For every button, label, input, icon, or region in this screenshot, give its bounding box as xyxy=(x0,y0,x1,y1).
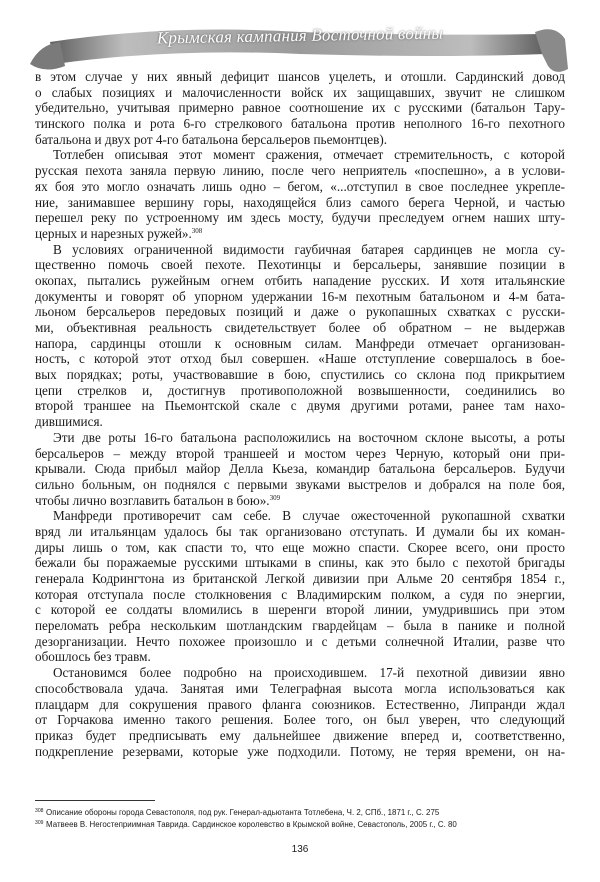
text-line xyxy=(35,414,565,430)
line-text: убедительно, учитывая примерно равное соотношение их с русскими (батальон Тару- xyxy=(35,100,565,116)
text-line xyxy=(35,524,565,540)
text-line xyxy=(35,634,565,650)
line-text: русская пехота заняла первую линию, после чего неприятель «поспешно», а в услови- xyxy=(35,163,565,179)
text-line xyxy=(35,697,565,713)
text-line xyxy=(35,681,565,697)
text-line xyxy=(35,351,565,367)
footnote-reference[interactable]: 308 xyxy=(191,226,203,235)
line-text: вых порядках; роты, участвовавшие в бою, спустились со склона под прикрытием xyxy=(35,367,565,383)
line-text: от Горчакова именно такого решения. Более того, он был уверен, что следующий xyxy=(35,712,565,728)
footnote-divider xyxy=(35,800,155,801)
line-text: Манфреди противоречит сам себе. В случае ожесточенной рукопашной схватки xyxy=(53,508,565,524)
paragraph xyxy=(35,665,565,759)
line-text: ми, объективная реальность свидетельствует более об обратном – не выдержав xyxy=(35,320,565,335)
text-line xyxy=(35,587,565,603)
text-line xyxy=(35,665,565,681)
text-line xyxy=(35,179,565,195)
text-line xyxy=(35,430,565,446)
line-text: цепи стрелков и, достигнув противоположной возвышенности, соединились во xyxy=(35,382,565,398)
line-text: крывали. Сюда прибыл майор Делла Кьеза, командир батальона берсальеров. Будучи xyxy=(35,461,565,477)
line-text: генерала Кодрингтона из британской Легкой дивизии при Альме 20 сентября 1854 г., xyxy=(35,571,565,586)
text-line xyxy=(35,540,565,556)
line-text: окопах, пытались ружейным огнем отбить нападение русских. И хотя итальянские xyxy=(35,272,565,288)
line-text: приказ будет предписывать ему дальнейшее движение вперед и, соответственно, xyxy=(35,727,565,743)
line-text: тинского полка и рота 6-го стрелкового батальона против неполного 16-го пехотного xyxy=(35,116,565,132)
line-text: Остановимся более подробно на происходившем. 17-й пехотной дивизии явно xyxy=(53,665,565,681)
text-line xyxy=(35,618,565,634)
line-text: церных и нарезных ружей». xyxy=(35,225,192,241)
text-line xyxy=(35,116,565,132)
text-line xyxy=(35,398,565,414)
line-text: диры лишь о том, как спасти то, что еще можно спасти. Скорее всего, они просто xyxy=(35,539,565,555)
line-text: ность, с которой этот отход был совершен. «Наше отступление совершалось в бое- xyxy=(35,351,565,367)
line-text: чтобы лично возглавить батальон в бою». xyxy=(35,492,270,508)
paragraph xyxy=(35,430,565,508)
line-text: ние, занимавшее вершину горы, находящейся близ самого берега Черной, и частью xyxy=(35,194,565,210)
text-line xyxy=(35,508,565,524)
line-text: льоном берсальеров передовых позиций и даже о рукопашных схватках с русски- xyxy=(35,304,565,320)
line-text: документы и говорят об упорном удержании 16-м пехотным батальоном и 4-м бата- xyxy=(35,288,565,304)
paragraph xyxy=(35,508,565,665)
text-line xyxy=(35,320,565,336)
footnote-text: Матвеев В. Негостеприимная Таврида. Сардинское королевство в Крымской войне, Севастополь, 2005 г., С. 80 xyxy=(46,819,457,829)
text-line xyxy=(35,163,565,179)
text-line xyxy=(35,461,565,477)
text-line xyxy=(35,477,565,493)
line-text: щественно помочь своей пехоте. Пехотинцы и берсальеры, занявшие позиции в xyxy=(35,257,565,273)
line-text: дившимися. xyxy=(35,414,103,430)
line-text: способствовала удача. Занятая ими Телеграфная высота могла использоваться как xyxy=(35,680,565,696)
line-text: переломать ребра нескольким шотландским гвардейцам – была в панике и полной xyxy=(35,618,565,634)
paragraph xyxy=(35,69,565,147)
line-text: сильно больным, он поднялся с первыми звуками выстрелов и добрался на поле боя, xyxy=(35,476,565,492)
line-text: которая отступала после столкновения с Владимирским полком, а судя по энергии, xyxy=(35,586,565,602)
paragraph xyxy=(35,147,565,241)
line-text: обошлось без травм. xyxy=(35,649,151,665)
text-line xyxy=(35,69,565,85)
line-text: напора, сардинцы отошли к основным силам. Манфреди отмечает организован- xyxy=(35,335,565,351)
text-line xyxy=(35,257,565,273)
text-line xyxy=(35,367,565,383)
text-line xyxy=(35,383,565,399)
line-text: бежали бы поражаемые русскими штыками в спины, как это было с пехотой бригады xyxy=(35,555,565,571)
footnote-number: 308 xyxy=(35,808,44,814)
text-line xyxy=(35,493,565,509)
text-line xyxy=(35,226,565,242)
footnote xyxy=(35,806,532,818)
line-text: перешел реку по устроенному им здесь мосту, будучи преследуем огнем наших шту- xyxy=(35,210,565,226)
text-line xyxy=(35,336,565,352)
text-line xyxy=(35,602,565,618)
text-line xyxy=(35,195,565,211)
footnote-text: Описание обороны города Севастополя, под рук. Генерал-адьютанта Тотлебена, Ч. 2, СПб., 1871 г., С. 275 xyxy=(46,807,440,817)
line-text: Тотлебен описывая этот момент сражения, отмечает стремительность, с которой xyxy=(53,147,565,163)
running-header-title: Крымская кампания Восточной войны xyxy=(156,23,444,48)
line-text: Эти две роты 16-го батальона расположились на восточном склоне высоты, а роты xyxy=(53,429,565,445)
text-line xyxy=(35,744,565,760)
text-line xyxy=(35,100,565,116)
footnotes xyxy=(35,806,532,830)
footnote-number: 309 xyxy=(35,820,44,826)
text-line xyxy=(35,273,565,289)
text-line xyxy=(35,147,565,163)
line-text: в этом случае у них явный дефицит шансов уцелеть, и отошли. Сардинский довод xyxy=(35,69,565,84)
footnote-reference[interactable]: 309 xyxy=(269,493,281,502)
text-line xyxy=(35,289,565,305)
text-line xyxy=(35,649,565,665)
line-text: плацдарм для сокрушения правого фланга союзников. Естественно, Липранди ждал xyxy=(35,696,565,712)
line-text: вряд ли итальянцам удалось бы так организовано отступать. И думали бы их коман- xyxy=(35,523,565,539)
footnote xyxy=(35,818,532,830)
line-text: берсальеров – между второй траншеей и мостом через Черную, который они при- xyxy=(35,445,565,461)
text-line xyxy=(35,242,565,258)
line-text: с которой ее солдаты вломились в шеренги второй линии, умудрившись при этом xyxy=(35,602,565,618)
page-number: 136 xyxy=(291,844,309,855)
text-line xyxy=(35,210,565,226)
text-line xyxy=(35,85,565,101)
text-line xyxy=(35,712,565,728)
line-text: дезорганизации. Нечто похожее произошло и с детьми солнечной Италии, разве что xyxy=(35,633,565,649)
text-line xyxy=(35,132,565,148)
line-text: батальона и двух рот 4-го батальона берсальеров пьемонтцев). xyxy=(35,131,388,147)
line-text: ях боя это могло означать лишь одно – бегом, «...отступил в свое последнее укрепле- xyxy=(35,178,565,194)
body-text xyxy=(35,69,565,759)
text-line xyxy=(35,304,565,320)
paragraph xyxy=(35,242,565,430)
line-text: о слабых позициях и малочисленности войск их защищавших, звучит не слишком xyxy=(35,84,565,100)
text-line xyxy=(35,555,565,571)
line-text: подкрепление резервами, которые уже подходили. Потому, не теряя времени, он на- xyxy=(35,743,565,759)
text-line xyxy=(35,728,565,744)
line-text: второй траншее на Пьемонтской скале с двумя другими ротами, ранее там нахо- xyxy=(35,398,565,414)
text-line xyxy=(35,446,565,462)
text-line xyxy=(35,571,565,587)
line-text: В условиях ограниченной видимости гаубичная батарея сардинцев не могла су- xyxy=(53,241,565,257)
